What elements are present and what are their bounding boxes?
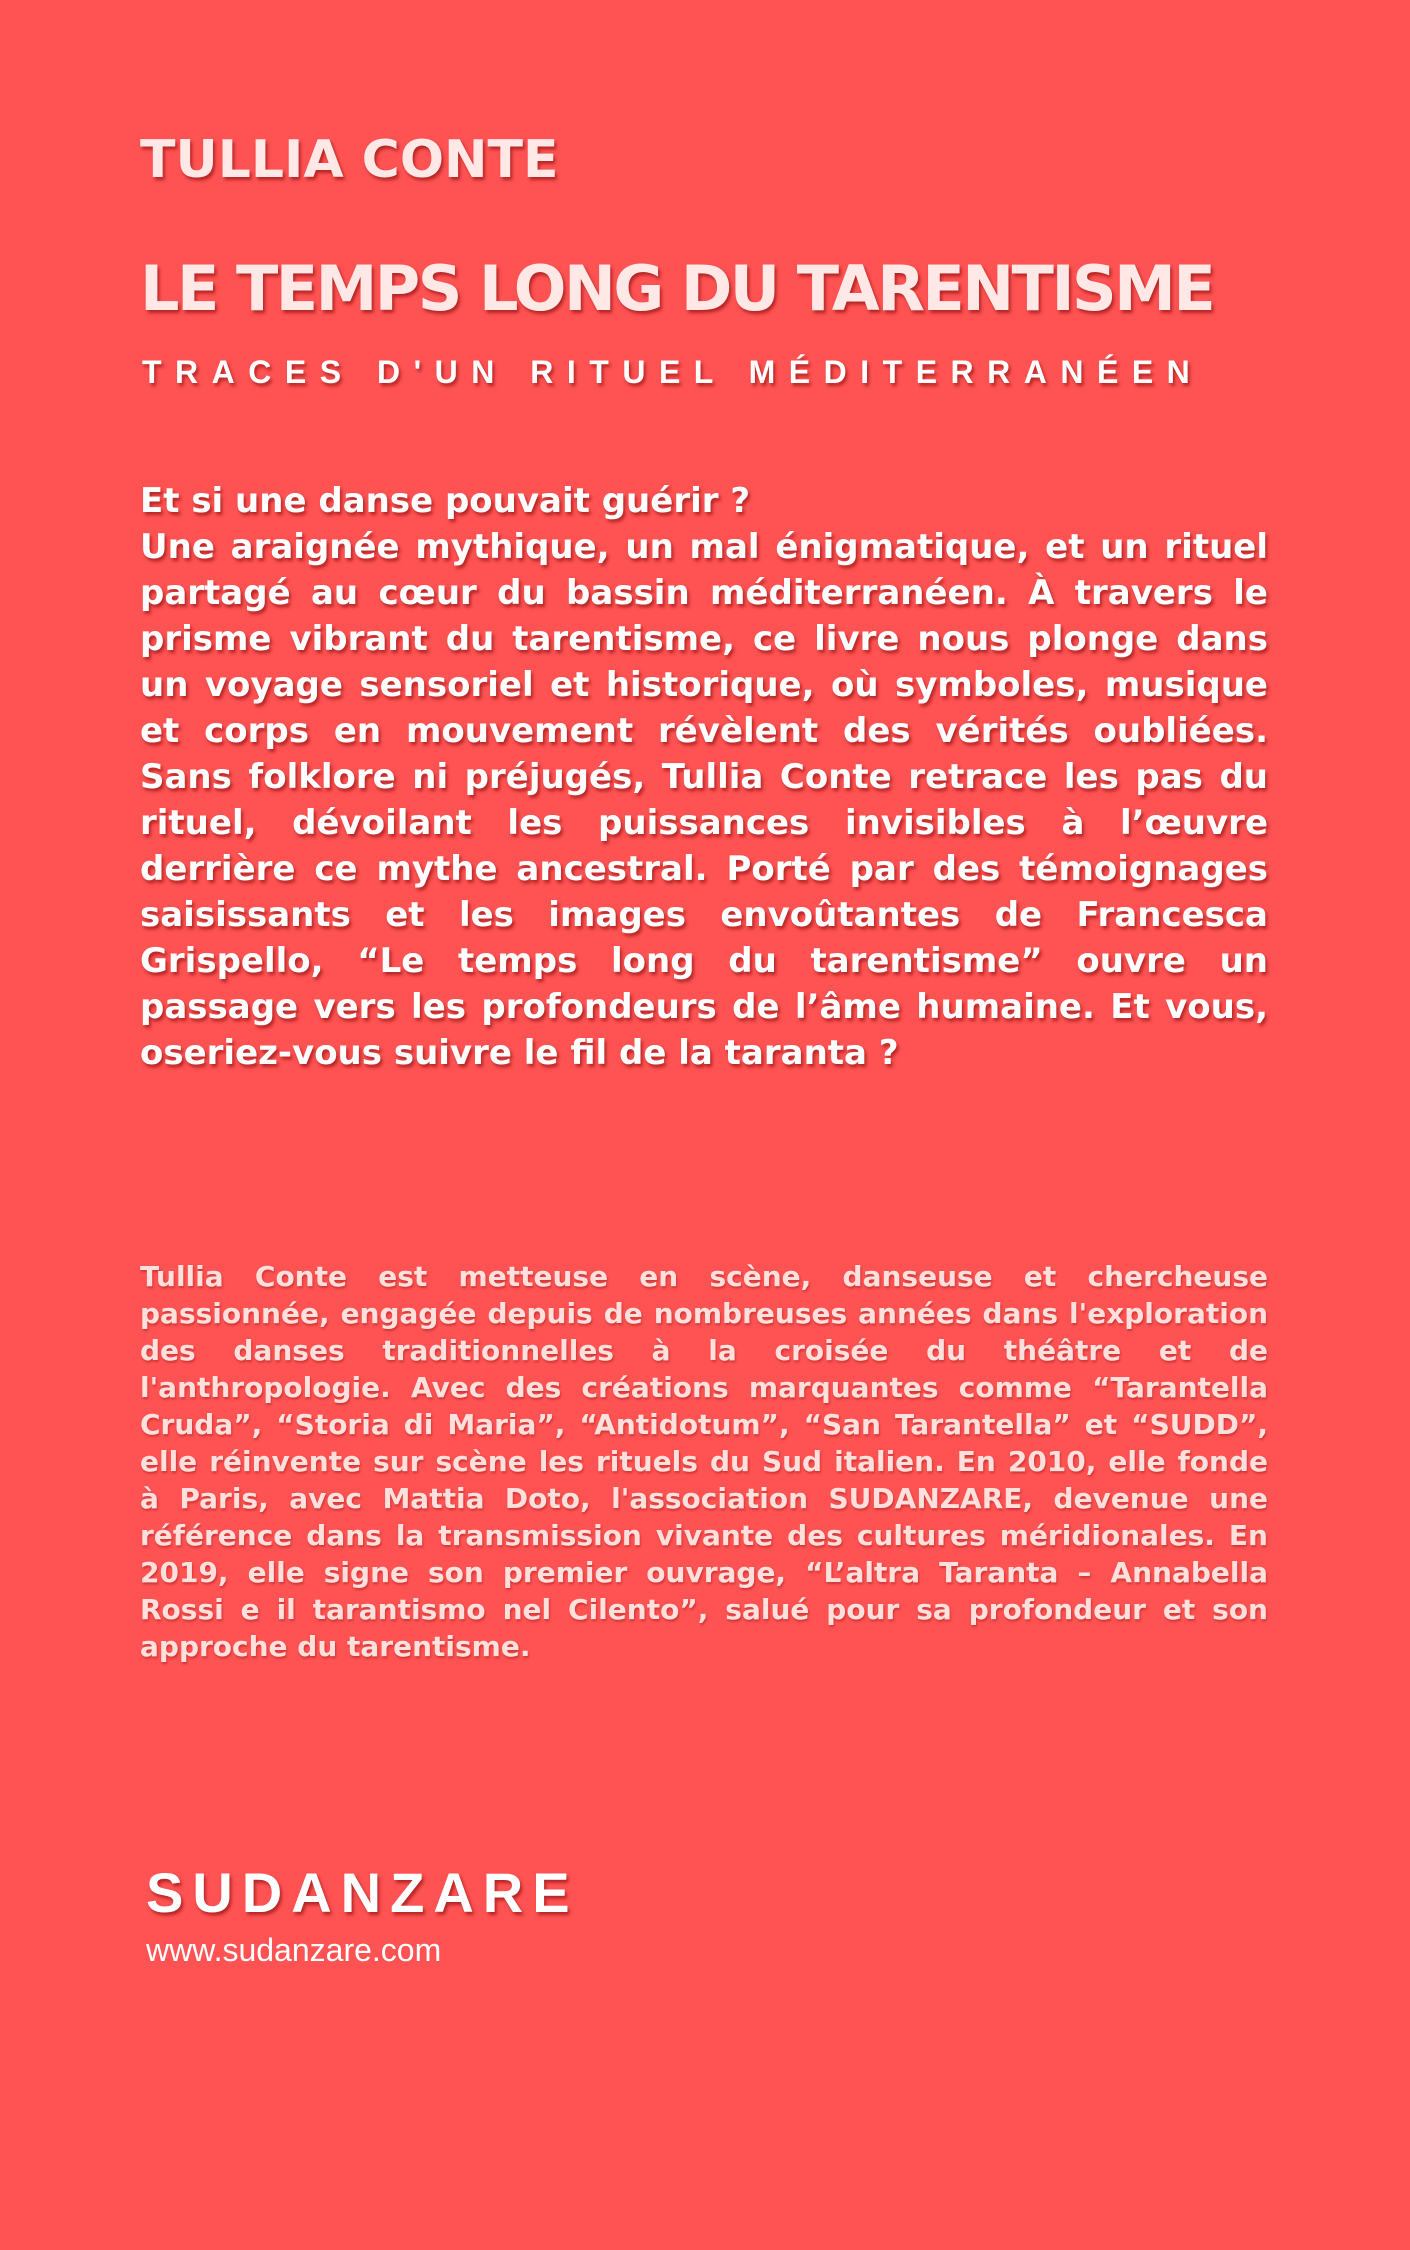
blurb-text: Une araignée mythique, un mal énigmatique, et un rituel partagé au cœur du bassin méditerranéen. À travers le prisme vibrant du tarentisme, ce livre nous plonge dans un voyage sensoriel et historique, où symboles, musique et corps en mouvement révèlent des vérités oubliées. Sans folklore ni préjugés, Tullia Conte retrace les pas du rituel, dévoilant les puissances invisibles à l’œuvre derrière ce mythe ancestral. Porté par des témoignages saisissants et les images envoûtantes de Francesca Grispello, “Le temps long du tarentisme” ouvre un passage vers les profondeurs de l’âme humaine. Et vous, oseriez-vous suivre le fil de la taranta ? — [140, 527, 1268, 1073]
author-name: TULLIA CONTE — [140, 130, 559, 190]
blurb — [140, 478, 1268, 1076]
publisher-logo-text: SUDANZARE — [146, 1861, 579, 1924]
author-bio: Tullia Conte est metteuse en scène, danseuse et chercheuse passionnée, engagée depuis de nombreuses années dans l'exploration des danses traditionnelles à la croisée du théâtre et de l'anthropologie. Avec des créations marquantes comme “Tarantella Cruda”, “Storia di Maria”, “Antidotum”, “San Tarantella” et “SUDD”, elle réinvente sur scène les rituels du Sud italien. En 2010, elle fonde à Paris, avec Mattia Doto, l'association SUDANZARE, devenue une référence dans la transmission vivante des cultures méridionales. En 2019, elle signe son premier ouvrage, “L’altra Taranta – Annabella Rossi e il tarantismo nel Cilento”, salué pour sa profondeur et son approche du tarentisme. — [140, 1260, 1268, 1663]
blurb-question: Et si une danse pouvait guérir ? — [140, 481, 751, 521]
publisher-website: www.sudanzare.com — [146, 1932, 442, 1968]
book-subtitle: TRACES D'UN RITUEL MÉDITERRANÉEN — [142, 354, 1204, 390]
book-title: LE TEMPS LONG DU TARENTISME — [140, 252, 1214, 325]
